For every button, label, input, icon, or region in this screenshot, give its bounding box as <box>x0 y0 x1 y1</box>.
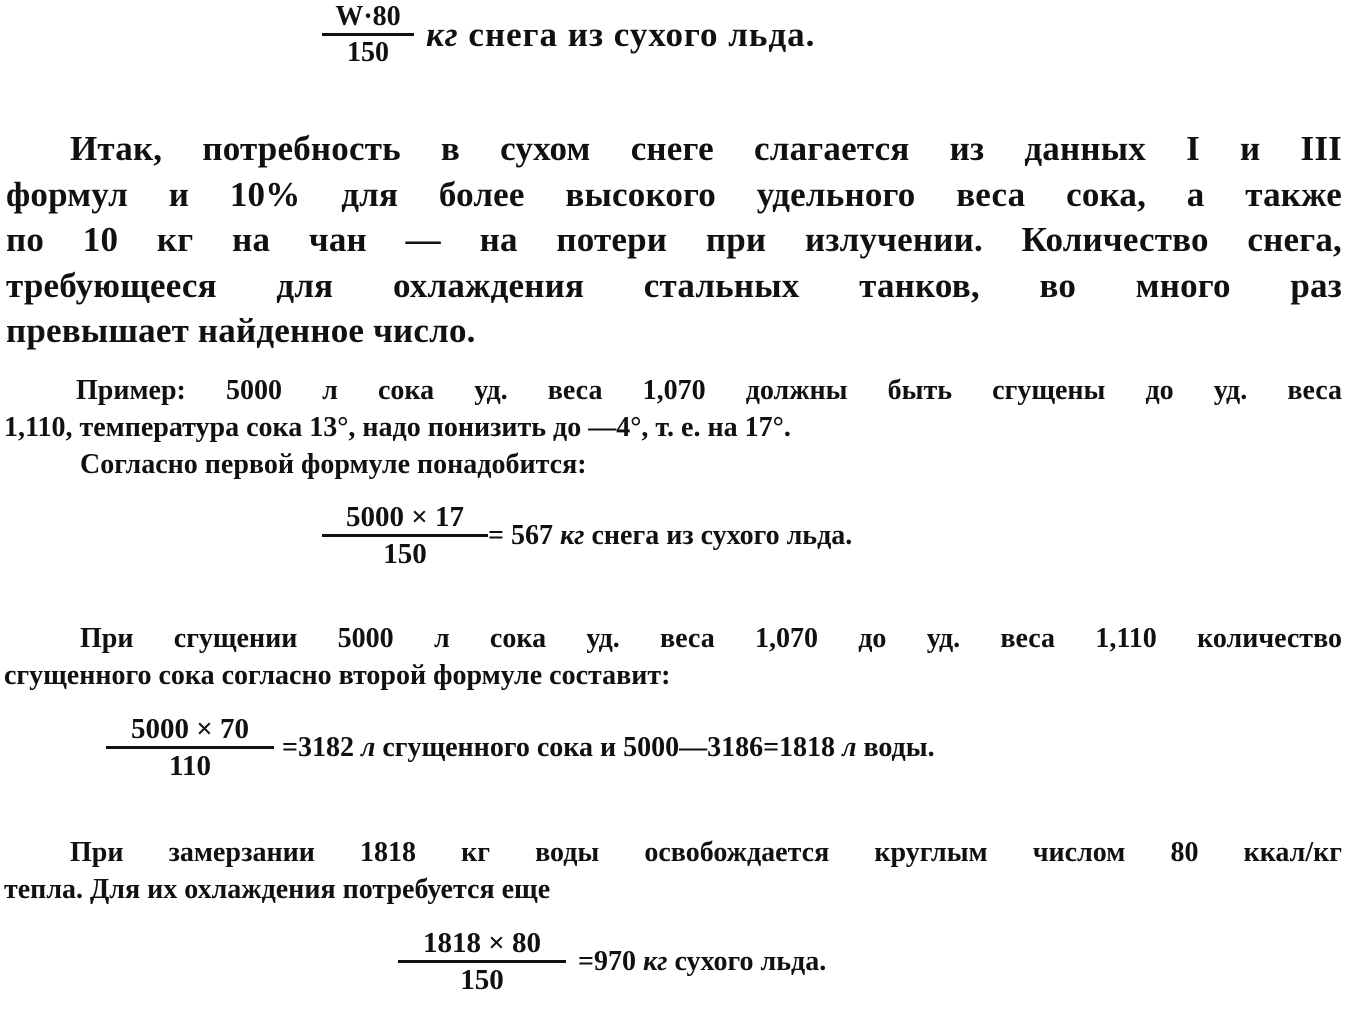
text-line: сгущенного сока согласно второй формуле составит: <box>4 660 671 691</box>
unit: л <box>842 731 857 763</box>
formula-5000x70 <box>106 714 935 782</box>
text-line: При сгущении 5000 л сока уд. веса 1,070 до уд. веса 1,110 количество <box>80 623 1342 654</box>
formula-1818x80 <box>398 928 826 996</box>
text-line: Согласно первой формуле понадобится: <box>80 449 587 480</box>
fraction-bar <box>398 960 566 963</box>
text-line: При замерзании 1818 кг воды освобождается круглым числом 80 ккал/кг <box>70 837 1342 868</box>
text-line: формул и 10% для более высокого удельного веса сока, а также <box>6 174 1342 214</box>
paragraph-example <box>4 372 1342 483</box>
text-line: по 10 кг на чан — на потери при излучении. Количество снега, <box>6 220 1342 259</box>
fraction <box>322 2 414 68</box>
formula-result <box>488 520 852 552</box>
formula-result <box>282 732 935 764</box>
numerator: W·80 <box>335 1 401 32</box>
text-line: Итак, потребность в сухом снеге слагается из данных I и III <box>70 129 1342 168</box>
numerator: 5000 × 17 <box>345 501 465 533</box>
unit: кг <box>426 14 459 54</box>
numerator: 1818 × 80 <box>422 927 542 959</box>
text-line: тепла. Для их охлаждения потребуется еще <box>4 874 551 905</box>
unit: кг <box>559 519 585 551</box>
result-value: =970 <box>578 945 636 977</box>
paragraph-condensing <box>4 620 1342 694</box>
denominator: 110 <box>169 750 211 783</box>
denominator: 150 <box>460 964 504 997</box>
fraction-bar <box>106 746 274 749</box>
formula-middle: сгущенного сока и 5000—3186=1818 <box>382 731 836 763</box>
formula-5000x17 <box>322 502 852 570</box>
paragraph-snow-requirement <box>6 126 1342 354</box>
result-value: = 567 <box>488 519 553 551</box>
formula-snow-w80 <box>322 2 815 68</box>
formula-result <box>426 15 815 55</box>
unit: л <box>360 731 376 763</box>
formula-tail: воды. <box>863 731 935 763</box>
text-line: превышает найденное число. <box>6 311 476 350</box>
fraction <box>106 714 274 782</box>
text-line: требующееся для охлаждения стальных танков, во много раз <box>6 265 1342 305</box>
formula-tail: снега из сухого льда. <box>468 14 816 54</box>
denominator: 150 <box>347 37 389 69</box>
formula-tail: снега из сухого льда. <box>591 519 853 551</box>
formula-result <box>578 946 826 978</box>
fraction-bar <box>322 534 488 537</box>
text-line: 1,110, температура сока 13°, надо понизить до —4°, т. е. на 17°. <box>4 412 791 443</box>
result-value: =3182 <box>282 731 354 763</box>
unit: кг <box>642 945 668 977</box>
numerator: 5000 × 70 <box>130 713 250 745</box>
fraction <box>322 502 488 570</box>
formula-tail: сухого льда. <box>674 945 827 977</box>
text-line: Пример: 5000 л сока уд. веса 1,070 должны быть сгущены до уд. веса <box>76 375 1342 406</box>
fraction <box>398 928 566 996</box>
paragraph-freezing <box>4 834 1342 908</box>
fraction-bar <box>322 33 414 36</box>
denominator: 150 <box>383 538 427 571</box>
